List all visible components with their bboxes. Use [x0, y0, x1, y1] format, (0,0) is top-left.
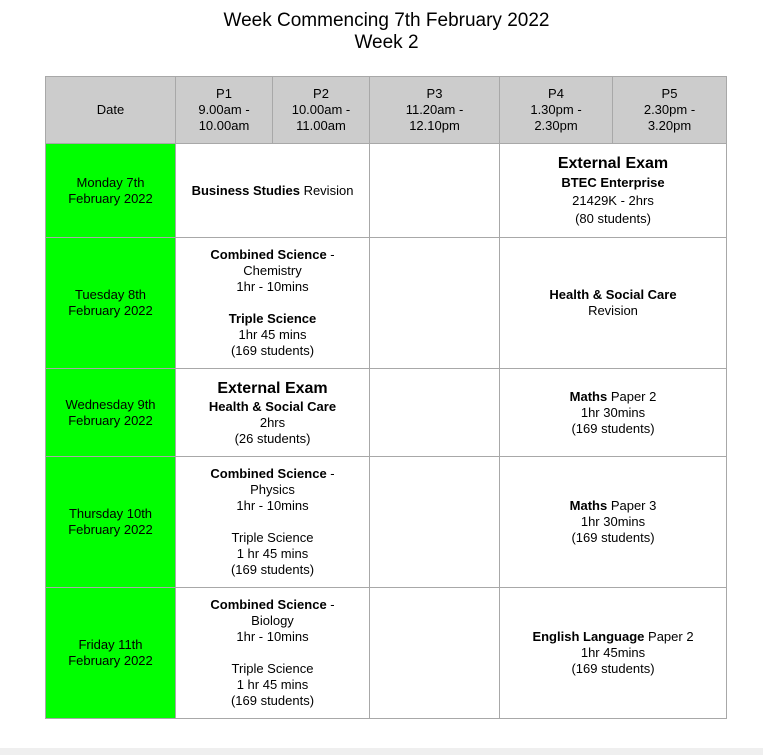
p1-p2-cell: [176, 238, 370, 369]
session-type: Revision: [299, 182, 354, 198]
student-count: (169 students): [571, 530, 655, 545]
p1-p2-cell: [176, 369, 370, 457]
p3-cell: [370, 238, 500, 369]
exam-duration-2: 1 hr 45 mins: [236, 546, 309, 561]
header-p5: [613, 77, 727, 144]
subject-name: Health & Social Care: [549, 287, 677, 302]
subject-name: Business Studies: [191, 182, 300, 198]
exam-duration: 1hr - 10mins: [236, 279, 309, 294]
header-p4-end: 2.30pm: [534, 118, 578, 133]
exam-code-duration: 21429K - 2hrs: [572, 193, 654, 208]
p4-p5-cell: [500, 144, 727, 238]
exam-duration-2: 1 hr 45 mins: [236, 677, 309, 692]
subject-name: Health & Social Care: [208, 398, 337, 414]
exam-duration: 1hr 30mins: [580, 404, 646, 420]
p3-cell: [370, 144, 500, 238]
subject-name: Maths: [569, 498, 608, 513]
p1-p2-cell: [176, 144, 370, 238]
student-count: (169 students): [230, 343, 315, 358]
header-p1-label: P1: [216, 86, 232, 101]
subject-name: Maths: [569, 388, 608, 404]
p4-p5-cell: [500, 588, 727, 719]
subject-name-2: Triple Science: [231, 661, 314, 676]
p1-p2-cell: [176, 457, 370, 588]
p4-p5-cell: [500, 238, 727, 369]
date-cell: [46, 588, 176, 719]
date-cell: [46, 369, 176, 457]
title-week-number: Week 2: [354, 32, 419, 53]
subject-dash: -: [326, 597, 335, 612]
header-date: Date: [46, 77, 176, 144]
subject-name: BTEC Enterprise: [561, 175, 665, 190]
date-day: Thursday 10th: [68, 506, 153, 521]
p3-cell: [370, 588, 500, 719]
date-month: February 2022: [68, 653, 153, 668]
table-row-monday: [46, 144, 727, 238]
date-month: February 2022: [68, 522, 153, 537]
date-day: Tuesday 8th: [74, 287, 147, 302]
exam-duration-2: 1hr 45 mins: [238, 327, 307, 342]
subject-name-2: Triple Science: [228, 311, 317, 326]
p1-p2-cell: [176, 588, 370, 719]
student-count: (169 students): [571, 661, 655, 676]
header-p5-start: 2.30pm -: [643, 102, 696, 117]
student-count: (169 students): [230, 562, 315, 577]
header-p2-end: 11.00am: [296, 118, 346, 133]
p3-cell: [370, 369, 500, 457]
paper-number: Paper 2: [607, 388, 657, 404]
subject-name-2: Triple Science: [231, 530, 314, 545]
table-row-wednesday: [46, 369, 727, 457]
date-month: February 2022: [68, 412, 153, 428]
student-count: (169 students): [571, 420, 655, 436]
header-p4-label: P4: [548, 86, 564, 101]
header-p2-start: 10.00am -: [291, 102, 351, 117]
header-p1-end: 10.00am: [198, 118, 250, 133]
header-p1: [176, 77, 273, 144]
exam-heading: External Exam: [217, 379, 328, 397]
subject-dash: -: [326, 247, 335, 262]
date-cell: [46, 144, 176, 238]
header-p2-label: P2: [313, 86, 329, 101]
date-day: Friday 11th: [78, 637, 143, 652]
student-count: (26 students): [234, 430, 311, 446]
p4-p5-cell: [500, 369, 727, 457]
page-title: [0, 10, 763, 54]
table-row-thursday: [46, 457, 727, 588]
exam-duration: 1hr 30mins: [580, 514, 646, 529]
exam-heading: External Exam: [557, 155, 669, 172]
table-row-tuesday: [46, 238, 727, 369]
header-p3-end: 12.10pm: [409, 118, 460, 133]
subject-dash: -: [326, 466, 335, 481]
student-count: (169 students): [230, 693, 315, 708]
subject-name: Combined Science: [210, 466, 327, 481]
header-p5-end: 3.20pm: [647, 118, 692, 133]
page-bottom-edge: [0, 748, 763, 755]
subject-name: English Language: [532, 629, 645, 644]
subject-component: Chemistry: [243, 263, 302, 278]
header-p3-start: 11.20am -: [405, 102, 464, 117]
header-p4: [500, 77, 613, 144]
header-row: [46, 77, 727, 144]
date-day: Wednesday 9th: [65, 396, 156, 412]
p4-p5-cell: [500, 457, 727, 588]
paper-number: Paper 3: [607, 498, 657, 513]
date-cell: [46, 457, 176, 588]
paper-number: Paper 2: [644, 629, 694, 644]
header-p1-start: 9.00am -: [198, 102, 250, 117]
subject-name: Combined Science: [210, 597, 327, 612]
header-p2: [273, 77, 370, 144]
header-p3: [370, 77, 500, 144]
header-p4-start: 1.30pm -: [530, 102, 582, 117]
table-row-friday: [46, 588, 727, 719]
student-count: (80 students): [575, 211, 651, 226]
date-month: February 2022: [68, 190, 153, 206]
exam-duration: 2hrs: [259, 414, 286, 430]
exam-timetable: [45, 76, 727, 719]
date-cell: [46, 238, 176, 369]
date-month: February 2022: [68, 303, 153, 318]
exam-duration: 1hr - 10mins: [236, 498, 309, 513]
subject-component: Physics: [250, 482, 295, 497]
subject-name: Combined Science: [210, 247, 327, 262]
header-p3-label: P3: [426, 86, 443, 101]
session-type: Revision: [588, 303, 638, 318]
header-p5-label: P5: [661, 86, 678, 101]
exam-duration: 1hr 45mins: [580, 645, 646, 660]
date-day: Monday 7th: [76, 174, 145, 190]
p3-cell: [370, 457, 500, 588]
exam-duration: 1hr - 10mins: [236, 629, 309, 644]
subject-component: Biology: [251, 613, 294, 628]
title-week-commencing: Week Commencing 7th February 2022: [223, 10, 550, 31]
